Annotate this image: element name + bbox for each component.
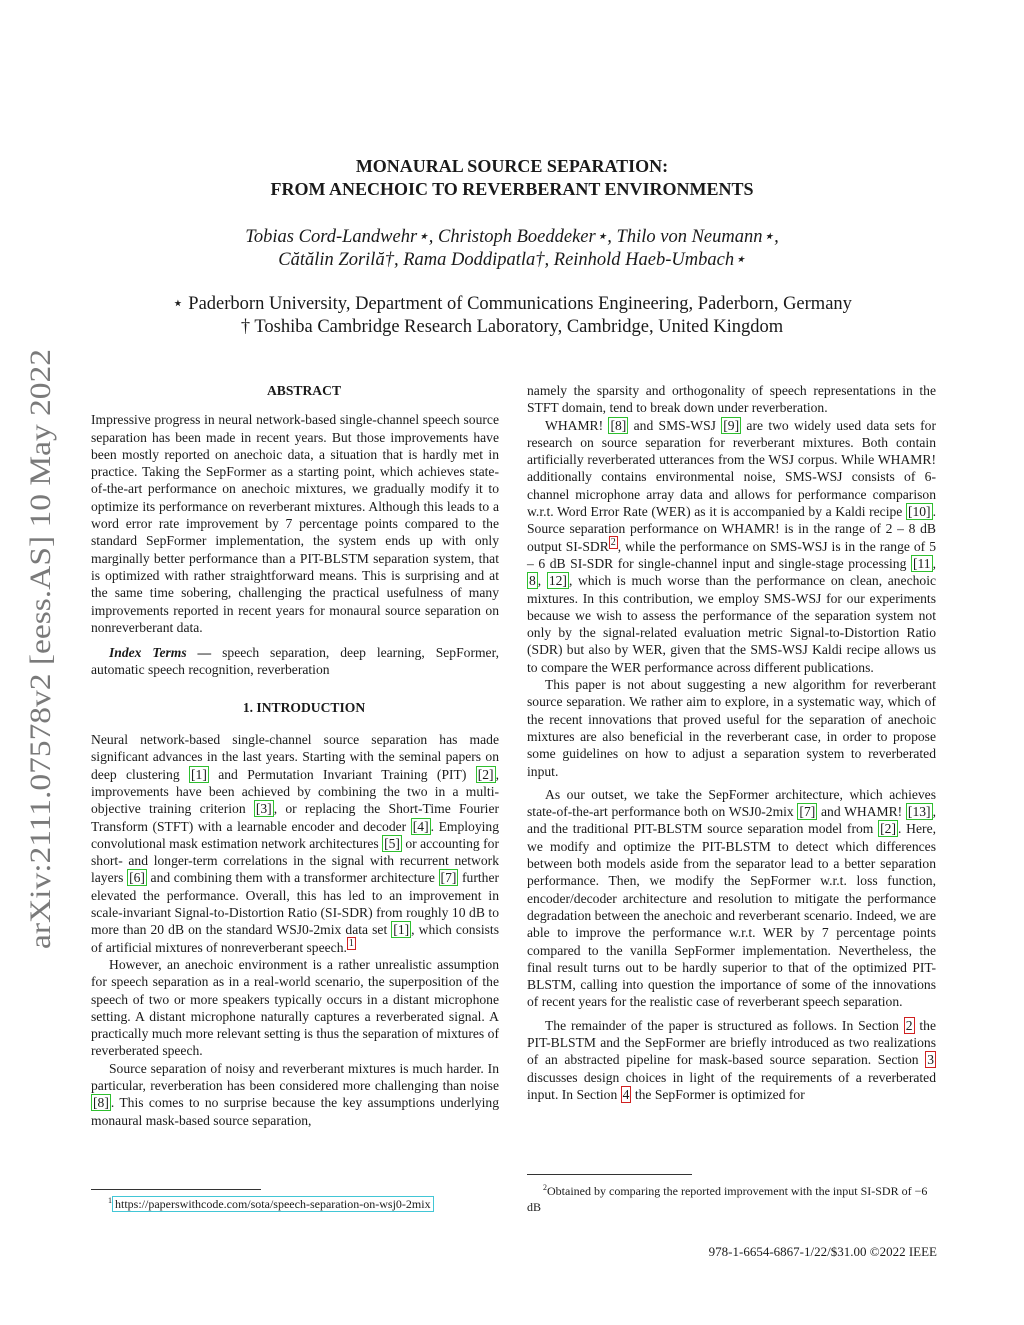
- citation-link[interactable]: [4]: [412, 818, 429, 834]
- citation-link[interactable]: [6]: [129, 870, 145, 886]
- left-footnote-rule: [91, 1189, 261, 1190]
- index-terms-text: speech separation, deep learning, SepFormer, automatic speech recognition, reverberation: [91, 645, 499, 678]
- citation-link[interactable]: [3]: [255, 801, 272, 817]
- footnote-1-number: 1: [108, 1196, 112, 1205]
- citation-link[interactable]: [7]: [440, 870, 457, 886]
- citation-link[interactable]: [7]: [799, 804, 816, 820]
- footnote-1: [108, 1193, 508, 1212]
- intro-paragraph-2: However, an anechoic environment is a rather unrealistic assumption for speech separation as in a real-world scenario, the superposition of the speech of two or more speakers typically occurs in a distant microphone setting. A distant microphone naturally captures a reverberated signal. A practically much more relevant setting is thus the separation of mixtures of reverberated speech.: [91, 956, 499, 1059]
- right-column: [527, 382, 936, 1103]
- citation-link[interactable]: [10]: [907, 504, 931, 520]
- affiliation-line-2: † Toshiba Cambridge Research Laboratory, Cambridge, United Kingdom: [240, 317, 784, 337]
- citation-link[interactable]: [8]: [610, 417, 627, 433]
- index-terms: [91, 644, 499, 679]
- footnote-2-marker[interactable]: 2: [610, 537, 616, 549]
- footnote-1-marker[interactable]: 1: [348, 938, 354, 950]
- right-paragraph-2: This paper is not about suggesting a new algorithm for reverberant source separation. We rather aim to explore, in a systematic way, which of the recent innovations that proved useful for the separation of anechoic mixtures are also beneficial in the reverberant case, in order to propose some guidelines on how to adjust a separation system to reverberated input.: [527, 677, 936, 779]
- footnote-1-url[interactable]: https://paperswithcode.com/sota/speech-separation-on-wsj0-2mix: [112, 1196, 434, 1212]
- section-link[interactable]: 4: [622, 1086, 630, 1102]
- arxiv-id-text: arXiv:2111.07578v2 [eess.AS] 10 May 2022: [24, 411, 57, 949]
- citation-link[interactable]: [8]: [93, 1095, 109, 1111]
- right-footnote-rule: [527, 1174, 692, 1175]
- arxiv-sidebar-stamp: [0, 339, 70, 959]
- right-paragraph-0: namely the sparsity and orthogonality of speech representations in the STFT domain, tend to break down under reverberation.: [527, 383, 936, 416]
- authors-line-2: Cătălin Zorilă†, Rama Doddipatla†, Reinhold Haeb-Umbach⋆: [278, 250, 746, 270]
- section-link[interactable]: 2: [905, 1017, 913, 1033]
- paper-title-line-1: MONAURAL SOURCE SEPARATION:: [355, 156, 669, 176]
- right-paragraph-4: The remainder of the paper is structured as follows. In Section 2 the PIT-BLSTM and the SepFormer are briefly introduced as two realizations of an abstracted pipeline for mask-based source separation. Section 3 discusses design choices in light of the requirements of a reverberated input. In Section 4 the SepFormer is optimized for: [527, 1017, 936, 1102]
- authors-line-1: Tobias Cord-Landwehr⋆, Christoph Boeddeker⋆, Thilo von Neumann⋆,: [245, 227, 779, 247]
- right-paragraph-1: WHAMR! [8] and SMS-WSJ [9] are two widely used data sets for research on source separation for reverberant mixtures. Both contain artificially reverberated utterances from the WSJ corpus. While WHAMR! additionally contains environmental noise, SMS-WSJ consists of 6-channel microphone array data and allows for performance comparison w.r.t. Word Error Rate (WER) as it is accompanied by a Kaldi recipe [10] . Source separation performance on WHAMR! is in the range of 2 – 8 dB output SI-SDR $^2$ , while the performance on SMS-WSJ is in the range of 5 – 6 dB SI-SDR for single-channel input and single-stage processing [11 , 8 , 12] , which is much worse than the performance on clean, anechoic mixtures. In this contribution, we employ SMS-WSJ for our experiments because we wish to assess the performance of the separation system not only by the signal-related evaluation metric Signal-to-Distortion Ratio (SDR) but also by WER, given that the SMS-WSJ Kaldi recipe allows us to compare the WER performance across different publications.: [527, 417, 937, 675]
- affiliation-line-1: ⋆ Paderborn University, Department of Communications Engineering, Paderborn, Germany: [172, 294, 852, 314]
- citation-link[interactable]: [2]: [477, 766, 494, 782]
- citation-link[interactable]: 12]: [548, 573, 567, 589]
- copyright-notice: 978-1-6654-6867-1/22/$31.00 ©2022 IEEE: [708, 1244, 937, 1259]
- left-column: [91, 382, 499, 1129]
- footnote-2-number: 2: [543, 1183, 547, 1192]
- citation-link[interactable]: [1]: [393, 922, 410, 938]
- footnote-2: [527, 1180, 937, 1215]
- citation-link[interactable]: [13]: [907, 804, 931, 820]
- intro-paragraph-3: Source separation of noisy and reverberant mixtures is much harder. In particular, reverberation has been considered more challenging than noise [8] . This comes to no surprise because the key assumptions underlying monaural mask-based source separation,: [91, 1060, 499, 1128]
- paper-title-line-2: FROM ANECHOIC TO REVERBERANT ENVIRONMENTS: [270, 179, 754, 199]
- citation-link[interactable]: [9]: [723, 417, 740, 433]
- citation-link[interactable]: 8: [529, 573, 536, 589]
- section-link[interactable]: 3: [927, 1052, 934, 1068]
- intro-heading: 1. INTRODUCTION: [242, 699, 366, 715]
- citation-link[interactable]: [1]: [191, 766, 207, 782]
- index-terms-label: Index Terms —: [109, 645, 212, 661]
- intro-paragraph-1: Neural network-based single-channel source separation has made significant advances in the last years. Starting with the seminal papers on deep clustering [1] and Permutation Invariant Training (PIT) [2] , improvements have been achieved by combining the two in a multi-objective training criterion [3] , or replacing the Short-Time Fourier Transform (STFT) with a learnable encoder and decoder [4] . Employing convolutional mask estimation network architectures [5] or accounting for short- and longer-term correlations in the signal with recurrent network layers [6] and combining them with a transformer architecture [7] further elevated the performance. Overall, this has led to an improvement in scale-invariant Signal-to-Distortion Ratio (SI-SDR) from roughly 10 dB to more than 20 dB on the standard WSJ0-2mix data set [1] , which consists of artificial mixtures of nonreverberant speech. $^1$: [91, 732, 500, 955]
- citation-link[interactable]: [5]: [384, 835, 400, 851]
- abstract-heading: ABSTRACT: [266, 383, 342, 398]
- abstract-text: Impressive progress in neural network-based single-channel speech source separation has been made in recent years. But those improvements have been mostly reported on anechoic data, a situation that is hardly met in practice. Taking the SepFormer as a starting point, which achieves state-of-the-art performance on anechoic mixtures, we gradually modify it to optimize its performance on reverberant mixtures. Although this leads to a word error rate improvement by 7 percentage points compared to the standard SepFormer implementation, the system ends up with only marginally better performance than a PIT-BLSTM separation system, that is optimized with rather straightforward means. This is surprising and at the same time sobering, challenging the practical usefulness of many improvements reported in recent years for monaural source separation on nonreverberant data.: [91, 412, 499, 635]
- right-paragraph-3: As our outset, we take the SepFormer architecture, which achieves state-of-the-art performance both on WSJ0-2mix [7] and WHAMR! [13] , and the traditional PIT-BLSTM source separation model from [2] . Here, we modify and optimize the PIT-BLSTM to detect which differences between both models aside from the separator lead to a better separation performance. Then, we modify the SepFormer w.r.t. loss function, encoder/decoder architecture and resolution to mitigate the performance degradation between the anechoic and reverberant scenario. Indeed, we are able to improve the performance w.r.t. WER by 7 percentage points compared to the vanilla SepFormer implementation. Nevertheless, the final result turns out to be hardly superior to that of the optimized PIT-BLSTM, calling into question the importance of some of the innovations of recent years for the realistic case of reverberant speech separation.: [527, 786, 936, 1010]
- citation-link[interactable]: [2]: [880, 821, 896, 837]
- citation-link[interactable]: [11: [912, 555, 931, 571]
- footnote-2-text: Obtained by comparing the reported improvement with the input SI-SDR of −6 dB: [527, 1184, 928, 1214]
